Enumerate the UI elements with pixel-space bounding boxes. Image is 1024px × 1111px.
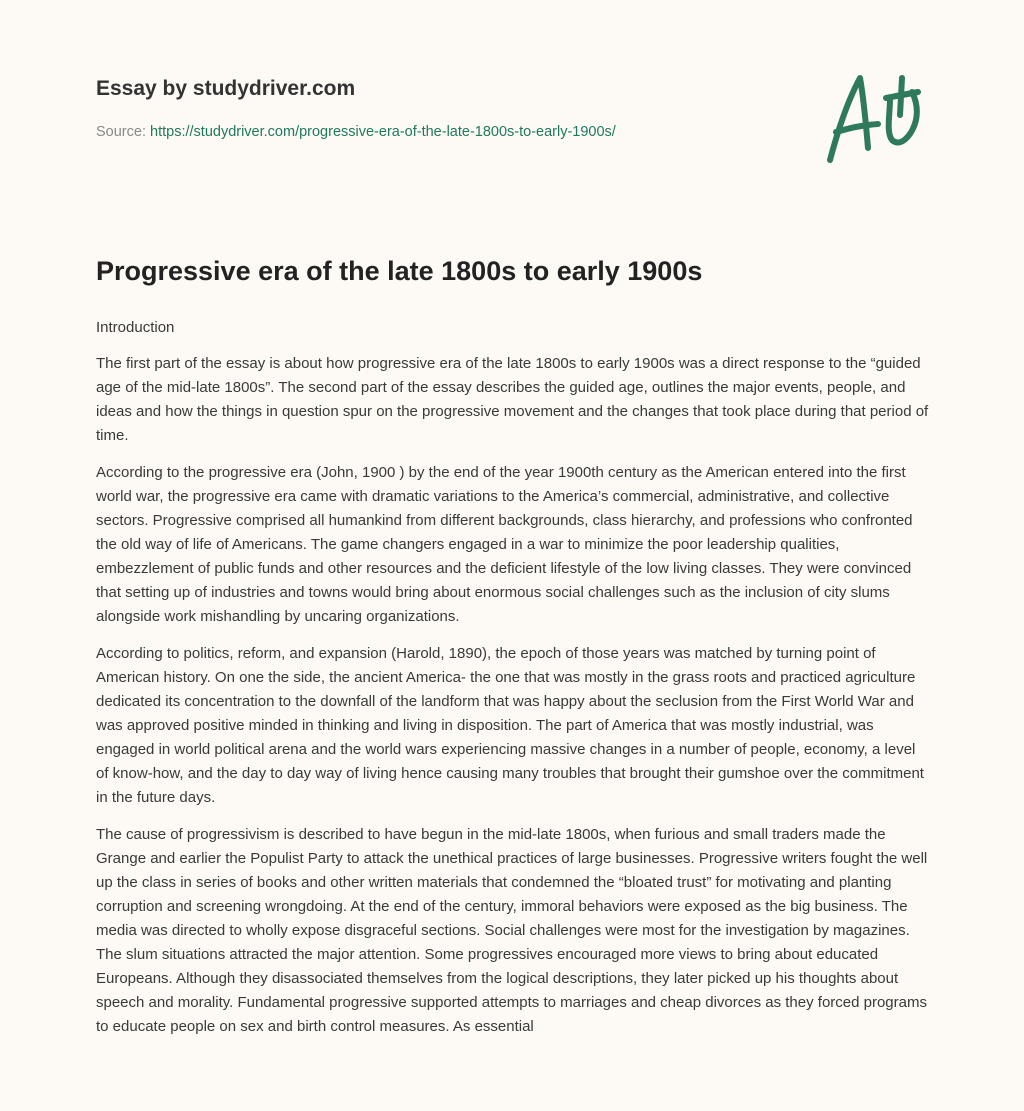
a-plus-logo-icon (820, 70, 930, 165)
brand-title: Essay by studydriver.com (96, 77, 356, 100)
source-label: Source: (96, 124, 146, 140)
paragraph: The first part of the essay is about how progressive era of the late 1800s to early 1900s was a direct response to the “guided age of the mid-late 1800s”. The second part of the essay describes the guided age, outlines the major events, people, and ideas and how the things in question spur on the progressive movement and the changes that took place during that period of time. (96, 355, 929, 444)
section-heading: Introduction (96, 319, 175, 336)
source-link[interactable]: https://studydriver.com/progressive-era-of-the-late-1800s-to-early-1900s/ (150, 124, 616, 140)
paragraph: According to the progressive era (John, 1900 ) by the end of the year 1900th century as the American entered into the first world war, the progressive era came with dramatic variations to the America’s commercial, administrative, and collective sectors. Progressive comprised all humankind from different backgrounds, class hierarchy, and professions who confronted the old way of life of Americans. The game changers engaged in a war to minimize the poor leadership qualities, embezzlement of public funds and other resources and the deficient lifestyle of the low living classes. They were convinced that setting up of industries and towns would bring about enormous social challenges such as the inclusion of city slums alongside work mishandling by uncaring organizations. (96, 464, 913, 625)
page-title: Progressive era of the late 1800s to early 1900s (96, 256, 703, 286)
paragraph: The cause of progressivism is described to have begun in the mid-late 1800s, when furious and small traders made the Grange and earlier the Populist Party to attack the unethical practices of large businesses. Progressive writers fought the well up the class in series of books and other written materials that condemned the “bloated trust” for motivating and planting corruption and screening wrongdoing. At the end of the century, immoral behaviors were exposed as the big business. The media was directed to wholly expose disgraceful sections. Social challenges were most for the investigation by magazines. The slum situations attracted the major attention. Some progressives encouraged more views to bring about educated Europeans. Although they disassociated themselves from the logical descriptions, they later picked up his thoughts about speech and morality. Fundamental progressive supported attempts to marriages and cheap divorces as they forced programs to educate people on sex and birth control measures. As essential (96, 826, 928, 1035)
essay-body (96, 316, 932, 1052)
paragraph: According to politics, reform, and expansion (Harold, 1890), the epoch of those years was matched by turning point of American history. On one the side, the ancient America- the one that was mostly in the grass roots and practiced agriculture dedicated its concentration to the downfall of the landform that was happy about the seclusion from the First World War and was approved positive minded in thinking and living in disposition. The part of America that was mostly industrial, was engaged in world political arena and the world wars experiencing massive changes in a number of people, economy, a level of know-how, and the day to day way of living hence causing many troubles that brought their gumshoe over the commitment in the future days. (96, 645, 924, 806)
source-line (96, 124, 616, 140)
